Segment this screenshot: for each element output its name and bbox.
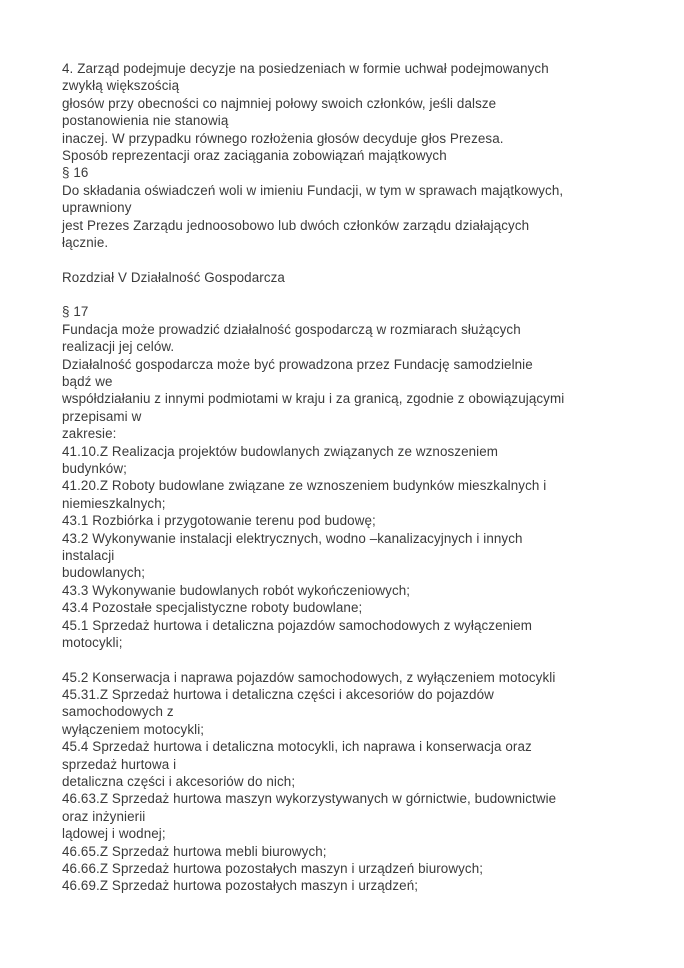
text-line: 46.65.Z Sprzedaż hurtowa mebli biurowych;: [62, 843, 327, 859]
text-line: motocykli;: [62, 634, 123, 650]
blank-line: [62, 286, 632, 303]
text-line: niemieszkalnych;: [62, 495, 166, 511]
text-line: łącznie.: [62, 234, 109, 250]
text-line: 45.1 Sprzedaż hurtowa i detaliczna pojazdów samochodowych z wyłączeniem: [62, 617, 533, 633]
text-line: 41.20.Z Roboty budowlane związane ze wznoszeniem budynków mieszkalnych i: [62, 478, 547, 494]
page-text: [62, 60, 632, 895]
text-line: Działalność gospodarcza może być prowadzona przez Fundację samodzielnie: [62, 356, 533, 372]
text-line: 46.69.Z Sprzedaż hurtowa pozostałych maszyn i urządzeń;: [62, 878, 419, 894]
text-line: instalacji: [62, 547, 115, 563]
text-line: wyłączeniem motocykli;: [62, 721, 205, 737]
text-line: budynków;: [62, 460, 127, 476]
text-line: § 17: [62, 304, 89, 320]
text-line: detaliczna części i akcesoriów do nich;: [62, 774, 296, 790]
text-line: budowlanych;: [62, 565, 146, 581]
text-line: postanowienia nie stanowią: [62, 113, 229, 129]
text-line: Do składania oświadczeń woli w imieniu Fundacji, w tym w sprawach majątkowych,: [62, 182, 564, 198]
text-line: samochodowych z: [62, 704, 174, 720]
text-line: 46.63.Z Sprzedaż hurtowa maszyn wykorzystywanych w górnictwie, budownictwie: [62, 791, 557, 807]
text-line: 46.66.Z Sprzedaż hurtowa pozostałych maszyn i urządzeń biurowych;: [62, 860, 484, 876]
text-line: 41.10.Z Realizacja projektów budowlanych związanych ze wznoszeniem: [62, 443, 499, 459]
text-line: bądź we: [62, 374, 113, 390]
text-line: § 16: [62, 165, 89, 181]
text-line: inaczej. W przypadku równego rozłożenia głosów decyduje głos Prezesa.: [62, 130, 504, 146]
text-line: oraz inżynierii: [62, 808, 146, 824]
text-line: sprzedaż hurtowa i: [62, 756, 177, 772]
text-line: 43.3 Wykonywanie budowlanych robót wykończeniowych;: [62, 582, 411, 598]
text-line: Sposób reprezentacji oraz zaciągania zobowiązań majątkowych: [62, 147, 447, 163]
blank-line: [62, 251, 632, 268]
text-line: 45.2 Konserwacja i naprawa pojazdów samochodowych, z wyłączeniem motocykli: [62, 669, 556, 685]
text-line: zwykłą większością: [62, 78, 180, 94]
text-line: 43.2 Wykonywanie instalacji elektrycznych, wodno –kanalizacyjnych i innych: [62, 530, 523, 546]
text-line: zakresie:: [62, 426, 117, 442]
text-line: przepisami w: [62, 408, 142, 424]
blank-line: [62, 651, 632, 668]
text-line: 43.4 Pozostałe specjalistyczne roboty budowlane;: [62, 600, 363, 616]
text-line: Fundacja może prowadzić działalność gospodarczą w rozmiarach służących: [62, 321, 521, 337]
text-line: realizacji jej celów.: [62, 339, 175, 355]
text-line: głosów przy obecności co najmniej połowy swoich członków, jeśli dalsze: [62, 95, 497, 111]
text-line: 45.4 Sprzedaż hurtowa i detaliczna motocykli, ich naprawa i konserwacja oraz: [62, 739, 532, 755]
text-line: lądowej i wodnej;: [62, 826, 166, 842]
text-line: współdziałaniu z innymi podmiotami w kraju i za granicą, zgodnie z obowiązującymi: [62, 391, 565, 407]
text-line: 43.1 Rozbiórka i przygotowanie terenu pod budowę;: [62, 513, 376, 529]
text-line: Rozdział V Działalność Gospodarcza: [62, 269, 285, 285]
text-line: uprawniony: [62, 200, 132, 216]
text-line: 4. Zarząd podejmuje decyzje na posiedzeniach w formie uchwał podejmowanych: [62, 61, 549, 76]
text-line: 45.31.Z Sprzedaż hurtowa i detaliczna części i akcesoriów do pojazdów: [62, 687, 494, 703]
text-line: jest Prezes Zarządu jednoosobowo lub dwóch członków zarządu działających: [62, 217, 530, 233]
